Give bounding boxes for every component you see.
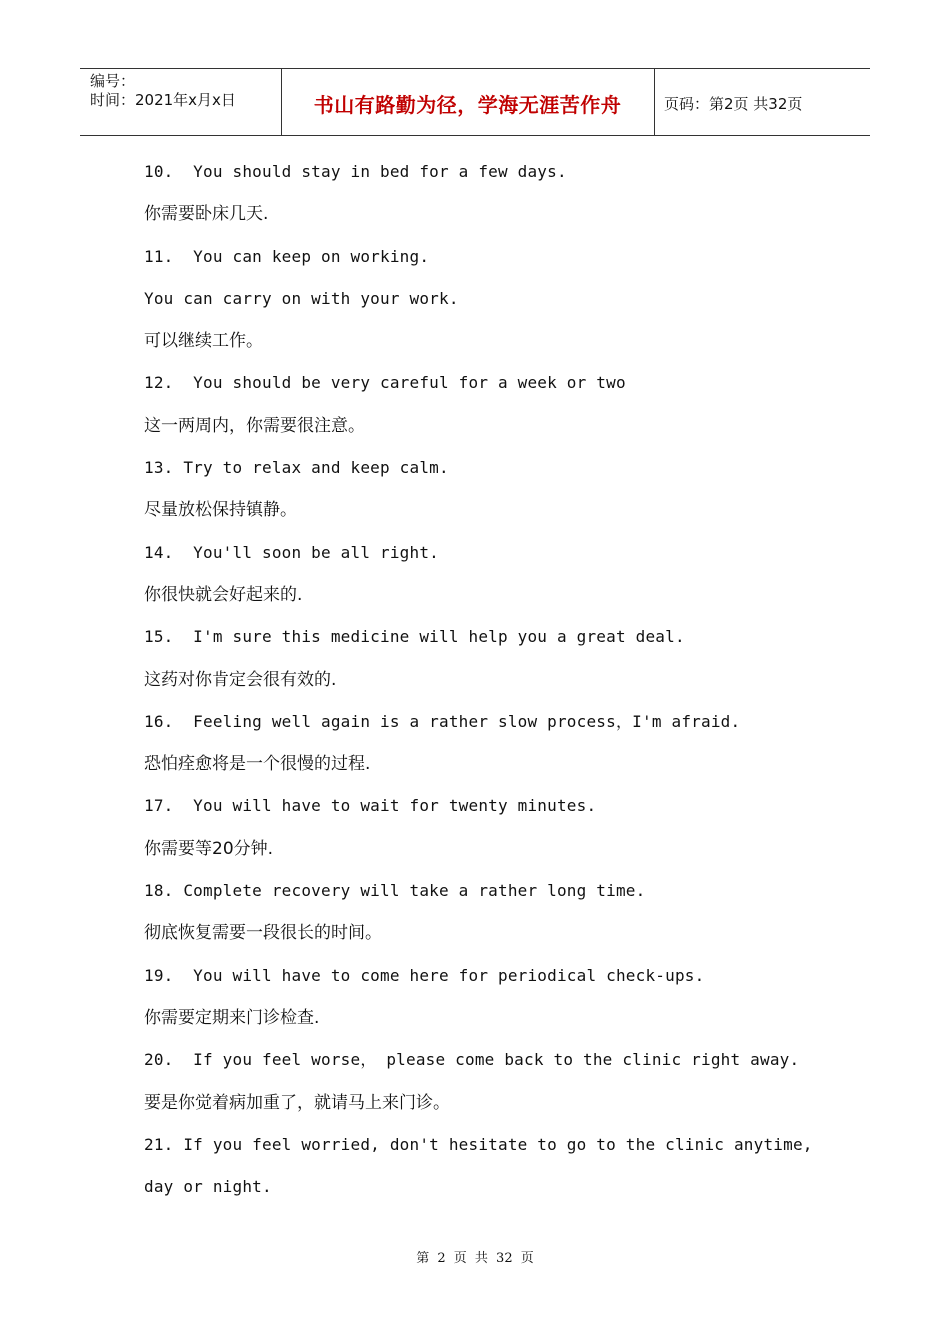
chinese-translation: 你很快就会好起来的. bbox=[144, 584, 303, 605]
chinese-translation: 彻底恢复需要一段很长的时间。 bbox=[144, 923, 382, 944]
english-sentence: 10. You should stay in bed for a few days. bbox=[144, 162, 567, 181]
header-meta bbox=[90, 72, 236, 110]
header-motto: 书山有路勤为径，学海无涯苦作舟 bbox=[313, 93, 622, 117]
page-footer: 第 2 页 共 32 页 bbox=[416, 1251, 534, 1266]
english-sentence: 18. Complete recovery will take a rather long time. bbox=[144, 881, 646, 901]
chinese-translation: 恐怕痊愈将是一个很慢的过程. bbox=[144, 754, 371, 775]
chinese-translation: 你需要定期来门诊检查. bbox=[144, 1007, 320, 1028]
english-sentence: 17. You will have to wait for twenty minutes. bbox=[144, 796, 597, 816]
english-sentence: 19. You will have to come here for periodical check-ups. bbox=[144, 965, 705, 985]
document-body bbox=[144, 151, 844, 1208]
chinese-translation: 你需要卧床几天. bbox=[144, 204, 269, 225]
page-header bbox=[80, 68, 870, 136]
english-sentence: 12. You should be very careful for a week or two bbox=[144, 373, 626, 393]
chinese-translation: 这药对你肯定会很有效的. bbox=[144, 669, 337, 690]
header-page-info: 页码：第2页 共32页 bbox=[664, 95, 803, 113]
document-time-label: 时间：2021年x月x日 bbox=[90, 91, 236, 109]
english-sentence: 20. If you feel worse， please come back to the clinic right away. bbox=[144, 1050, 800, 1070]
document-number-label: 编号： bbox=[90, 72, 136, 90]
english-sentence: 14. You'll soon be all right. bbox=[144, 542, 439, 562]
english-sentence: 11. You can keep on working. bbox=[144, 246, 430, 266]
chinese-translation: 这一两周内，你需要很注意。 bbox=[144, 415, 365, 436]
english-sentence: 13. Try to relax and keep calm. bbox=[144, 458, 449, 478]
english-sentence: 16. Feeling well again is a rather slow process，I'm afraid. bbox=[144, 711, 741, 731]
english-sentence: You can carry on with your work. bbox=[144, 288, 459, 308]
chinese-translation: 尽量放松保持镇静。 bbox=[144, 500, 297, 521]
english-sentence: 15. I'm sure this medicine will help you a great deal. bbox=[144, 627, 685, 647]
header-divider bbox=[654, 69, 655, 135]
english-sentence: day or night. bbox=[144, 1177, 272, 1197]
chinese-translation: 你需要等20分钟. bbox=[144, 838, 274, 859]
english-sentence: 21. If you feel worried, don't hesitate to go to the clinic anytime, bbox=[144, 1134, 813, 1154]
chinese-translation: 要是你觉着病加重了，就请马上来门诊。 bbox=[144, 1092, 450, 1113]
chinese-translation: 可以继续工作。 bbox=[144, 331, 263, 352]
